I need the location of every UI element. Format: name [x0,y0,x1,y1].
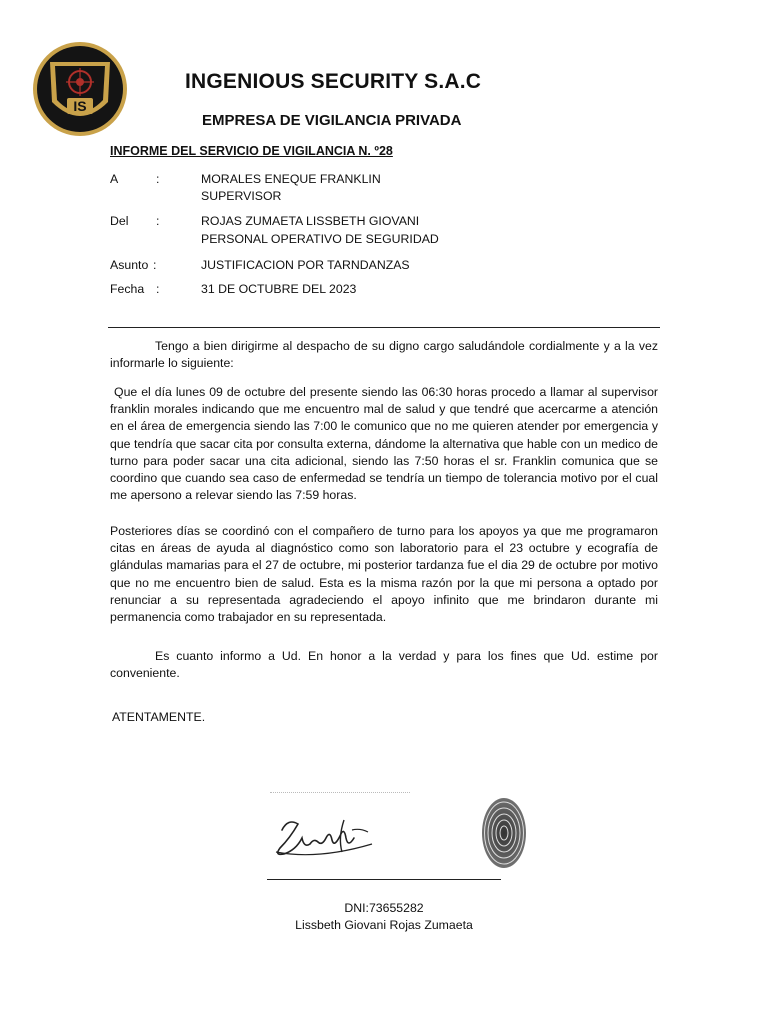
company-logo [28,40,132,138]
body-paragraph-2: Posteriores días se coordinó con el compañero de turno para los apoyos ya que me programaron citas en áreas de ayuda al diagnóstico como son laboratorio para el 23 octubre y ecografía de glándulas mamarias para el 27 de octubre, mi posterior tardanza fue el dia 29 de octubre por motivo que no me encuentro bien de salud. Esta es la misma razón por la que mi persona a optado por renunciar a su representada agradeciendo el apoyo infinito que me brindaron durante mi permanencia como trabajador en su representada. [110,524,658,625]
signature-guide-line [270,792,410,793]
to-colon: : [156,172,160,186]
company-name: INGENIOUS SECURITY S.A.C [185,70,482,93]
header-divider [108,327,660,328]
intro-paragraph: Tengo a bien dirigirme al despacho de su digno cargo saludándole cordialmente y a la vez informarle lo siguiente: [110,339,658,371]
handwritten-signature-icon [268,808,378,868]
date-label: Fecha [110,282,145,296]
subject-value: JUSTIFICACION POR TARNDANZAS [201,258,410,272]
signer-name: Lissbeth Giovani Rojas Zumaeta [295,918,473,932]
company-subtitle: EMPRESA DE VIGILANCIA PRIVADA [202,112,462,129]
date-colon: : [156,282,160,296]
subject-label: Asunto [110,258,149,272]
from-colon: : [156,214,160,228]
signer-dni: DNI:73655282 [344,901,424,915]
svg-text:IS: IS [73,98,87,114]
report-title: INFORME DEL SERVICIO DE VIGILANCIA N. º28 [110,144,393,158]
to-name: MORALES ENEQUE FRANKLIN [201,172,381,186]
from-name: ROJAS ZUMAETA LISSBETH GIOVANI [201,214,420,228]
from-label: Del [110,214,129,228]
to-role: SUPERVISOR [201,189,282,203]
sign-off: ATENTAMENTE. [112,710,206,724]
subject-colon: : [153,258,157,272]
body-paragraph-1: Que el día lunes 09 de octubre del presente siendo las 06:30 horas procedo a llamar al supervisor franklin morales indicando que me encuentro mal de salud y que tendré que acercarme a atención en el área de emergencia siendo las 7:00 le comunico que no me quieren atender por emergencia y que tendría que sacar cita por consulta externa, dándome la alternativa que hable con un medico de turno para poder sacar una cita adicional, siendo las 7:50 horas el sr. Franklin comunica que se coordino que cuando sea caso de enfermedad se tendría un tiempo de tolerancia motivo por el cual me apersono a relevar siendo las 7:59 horas. [110,385,658,503]
date-value: 31 DE OCTUBRE DEL 2023 [201,282,357,296]
signature-line [267,879,501,880]
closing-paragraph: Es cuanto informo a Ud. En honor a la verdad y para los fines que Ud. estime por conveniente. [110,649,658,681]
to-label: A [110,172,119,186]
fingerprint-icon [480,796,528,870]
from-role: PERSONAL OPERATIVO DE SEGURIDAD [201,232,439,246]
